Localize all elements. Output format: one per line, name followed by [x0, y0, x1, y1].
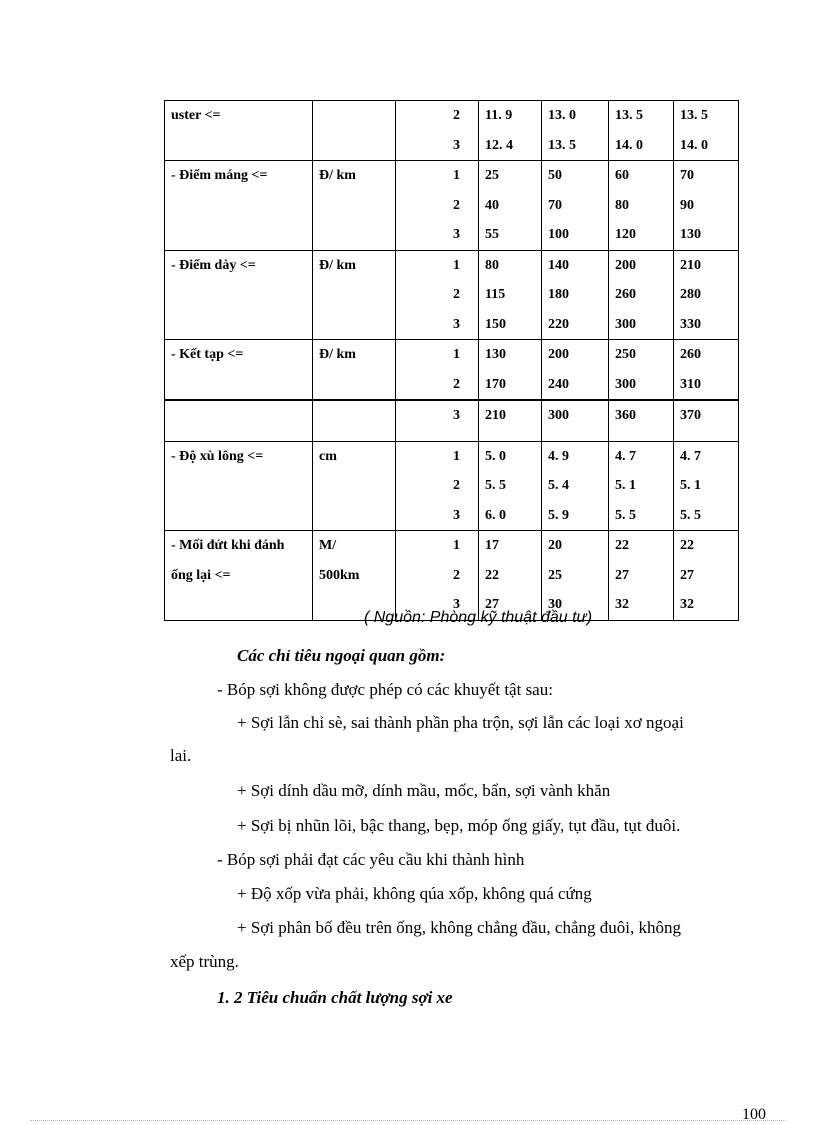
cell-text: 1	[453, 538, 460, 553]
cell-text: - Mối đứt khi đánh	[171, 538, 285, 553]
cell-text: 5. 0	[485, 448, 506, 464]
cell-text: 20	[548, 538, 562, 553]
value-cell	[479, 250, 542, 340]
value-cell	[542, 101, 609, 161]
value-cell	[674, 101, 739, 161]
table-row	[165, 441, 739, 531]
cell-text: 80	[615, 197, 629, 213]
cell-text: 27	[485, 597, 499, 612]
level-cell	[396, 441, 479, 531]
paragraph-requirements-intro: - Bóp sợi phải đạt các yêu cầu khi thành hình	[217, 850, 525, 869]
cell-text: 17	[485, 538, 499, 553]
cell-text: 1	[453, 168, 460, 183]
cell-text: 130	[680, 227, 701, 242]
value-cell	[542, 531, 609, 621]
cell-text: 3	[453, 597, 460, 612]
cell-text: 13. 5	[548, 137, 576, 153]
cell-text: 330	[680, 316, 701, 332]
cell-text: 4. 7	[615, 448, 636, 464]
cell-text: 300	[615, 316, 636, 332]
value-cell	[609, 161, 674, 251]
cell-text: 300	[548, 408, 569, 423]
value-cell	[479, 531, 542, 621]
value-cell	[609, 441, 674, 531]
level-cell	[396, 531, 479, 621]
paragraph-defect-1: + Sợi lẫn chỉ sè, sai thành phần pha trộn, sợi lẫn các loại xơ ngoại	[237, 713, 684, 732]
value-cell	[609, 340, 674, 401]
cell-text: 130	[485, 347, 506, 362]
value-cell	[479, 161, 542, 251]
level-cell	[396, 400, 479, 441]
footer-divider	[30, 1120, 786, 1121]
cell-text: M/	[319, 538, 337, 553]
value-cell	[674, 441, 739, 531]
param-name-cell	[165, 250, 313, 340]
cell-text: 2	[453, 567, 460, 583]
cell-text: 100	[548, 227, 569, 242]
cell-text: 3	[453, 408, 460, 423]
value-cell	[674, 400, 739, 441]
param-name-cell	[165, 441, 313, 531]
cell-text: 22	[615, 538, 629, 553]
cell-text: ống lại <=	[171, 567, 231, 583]
unit-cell	[313, 101, 396, 161]
cell-text: 500km	[319, 567, 360, 583]
unit-cell	[313, 400, 396, 441]
cell-text: 90	[680, 197, 694, 213]
cell-text: 4. 9	[548, 448, 569, 464]
paragraph-defect-3: + Sợi bị nhũn lõi, bậc thang, bẹp, móp ống giấy, tụt đầu, tụt đuôi.	[237, 816, 681, 835]
cell-text: 140	[548, 257, 569, 273]
cell-text	[319, 406, 389, 436]
cell-text: 13. 5	[615, 108, 643, 123]
cell-text: 260	[615, 287, 636, 302]
cell-text: 1	[453, 257, 460, 273]
cell-text: 280	[680, 287, 701, 302]
value-cell	[609, 531, 674, 621]
value-cell	[479, 340, 542, 401]
quality-spec-table	[164, 100, 739, 621]
cell-text: 27	[680, 567, 694, 583]
paragraph-requirement-2: + Sợi phân bố đều trên ống, không chẳng đầu, chẳng đuôi, không	[237, 918, 681, 937]
cell-text: 370	[680, 408, 701, 423]
unit-cell	[313, 250, 396, 340]
cell-text: 6. 0	[485, 507, 506, 523]
cell-text: 360	[615, 408, 636, 423]
cell-text: 5. 9	[548, 507, 569, 523]
param-name-cell	[165, 340, 313, 401]
value-cell	[674, 250, 739, 340]
table-row	[165, 161, 739, 251]
paragraph-defect-1-cont: lai.	[170, 746, 192, 765]
cell-text: 14. 0	[680, 137, 708, 153]
cell-text: 2	[453, 108, 460, 123]
value-cell	[674, 340, 739, 401]
cell-text: Đ/ km	[319, 257, 356, 273]
cell-text: 13. 0	[548, 108, 576, 123]
value-cell	[542, 340, 609, 401]
cell-text: 5. 5	[615, 507, 636, 523]
cell-text: 50	[548, 168, 562, 183]
unit-cell	[313, 161, 396, 251]
cell-text: uster <=	[171, 108, 221, 123]
cell-text: 2	[453, 376, 460, 392]
paragraph-defect-2: + Sợi dính dầu mỡ, dính mầu, mốc, bẩn, sợi vành khăn	[237, 781, 611, 800]
cell-text: 150	[485, 316, 506, 332]
cell-text	[319, 106, 389, 136]
param-name-cell	[165, 161, 313, 251]
table-source-caption: ( Nguồn: Phòng kỹ thuật đầu tư)	[363, 609, 593, 626]
table-body	[165, 101, 739, 621]
cell-text: 80	[485, 257, 499, 273]
cell-text: 32	[615, 597, 629, 612]
cell-text: 70	[680, 168, 694, 183]
cell-text: 2	[453, 478, 460, 493]
cell-text: 4. 7	[680, 448, 701, 464]
cell-text: 55	[485, 227, 499, 242]
cell-text: 115	[485, 287, 506, 302]
value-cell	[609, 250, 674, 340]
cell-text: 22	[680, 538, 694, 553]
section-heading-appearance: Các chỉ tiêu ngoại quan gồm:	[237, 646, 446, 665]
param-name-cell	[165, 531, 313, 621]
cell-text: 200	[615, 257, 636, 273]
cell-text: 11. 9	[485, 108, 513, 123]
cell-text: 170	[485, 376, 506, 392]
cell-text: 12. 4	[485, 137, 513, 153]
cell-text: 27	[615, 567, 629, 583]
cell-text: 5. 4	[548, 478, 569, 493]
cell-text: 5. 5	[680, 507, 701, 523]
cell-text: 30	[548, 597, 562, 612]
param-name-cell	[165, 101, 313, 161]
cell-text: 13. 5	[680, 108, 708, 123]
cell-text: 180	[548, 287, 569, 302]
table-row	[165, 250, 739, 340]
table-row	[165, 400, 739, 441]
cell-text: 5. 5	[485, 478, 506, 493]
cell-text: Đ/ km	[319, 347, 356, 362]
value-cell	[479, 441, 542, 531]
cell-text: 2	[453, 197, 460, 213]
value-cell	[542, 400, 609, 441]
value-cell	[542, 441, 609, 531]
section-heading-twisted-yarn: 1. 2 Tiêu chuẩn chất lượng sợi xe	[217, 988, 453, 1007]
value-cell	[542, 250, 609, 340]
unit-cell	[313, 531, 396, 621]
level-cell	[396, 250, 479, 340]
page-number: 100	[742, 1106, 766, 1123]
cell-text: 310	[680, 376, 701, 392]
cell-text: Đ/ km	[319, 168, 356, 183]
table-row	[165, 531, 739, 621]
value-cell	[674, 161, 739, 251]
cell-text: 3	[453, 507, 460, 523]
cell-text: 120	[615, 227, 636, 242]
cell-text: 3	[453, 316, 460, 332]
cell-text: 250	[615, 347, 636, 362]
cell-text: cm	[319, 448, 337, 464]
cell-text: - Độ xù lông <=	[171, 448, 264, 464]
paragraph-requirement-2-cont: xếp trùng.	[170, 952, 239, 971]
cell-text: 210	[680, 257, 701, 273]
cell-text: 200	[548, 347, 569, 362]
table-row	[165, 340, 739, 401]
cell-text: 5. 1	[615, 478, 636, 493]
cell-text: 32	[680, 597, 694, 612]
value-cell	[479, 400, 542, 441]
cell-text: 260	[680, 347, 701, 362]
value-cell	[609, 400, 674, 441]
cell-text: 5. 1	[680, 478, 701, 493]
cell-text: 60	[615, 168, 629, 183]
cell-text: 22	[485, 567, 499, 583]
unit-cell	[313, 340, 396, 401]
value-cell	[479, 101, 542, 161]
cell-text: - Kết tạp <=	[171, 347, 244, 362]
param-name-cell	[165, 400, 313, 441]
cell-text: 40	[485, 197, 499, 213]
cell-text: 1	[453, 448, 460, 464]
cell-text: 14. 0	[615, 137, 643, 153]
cell-text: - Điểm dày <=	[171, 257, 256, 273]
cell-text: 25	[548, 567, 562, 583]
value-cell	[542, 161, 609, 251]
cell-text: 3	[453, 227, 460, 242]
cell-text: 70	[548, 197, 562, 213]
cell-text: - Điểm máng <=	[171, 168, 268, 183]
cell-text: 1	[453, 347, 460, 362]
level-cell	[396, 340, 479, 401]
cell-text	[171, 406, 306, 436]
value-cell	[674, 531, 739, 621]
level-cell	[396, 161, 479, 251]
cell-text: 210	[485, 408, 506, 423]
cell-text: 2	[453, 287, 460, 302]
unit-cell	[313, 441, 396, 531]
cell-text: 25	[485, 168, 499, 183]
value-cell	[609, 101, 674, 161]
table-row	[165, 101, 739, 161]
cell-text: 240	[548, 376, 569, 392]
level-cell	[396, 101, 479, 161]
paragraph-requirement-1: + Độ xốp vừa phải, không qúa xốp, không quá cứng	[237, 884, 592, 903]
cell-text: 220	[548, 316, 569, 332]
paragraph-defects-intro: - Bóp sợi không được phép có các khuyết tật sau:	[217, 680, 553, 699]
cell-text: 3	[453, 137, 460, 153]
cell-text: 300	[615, 376, 636, 392]
